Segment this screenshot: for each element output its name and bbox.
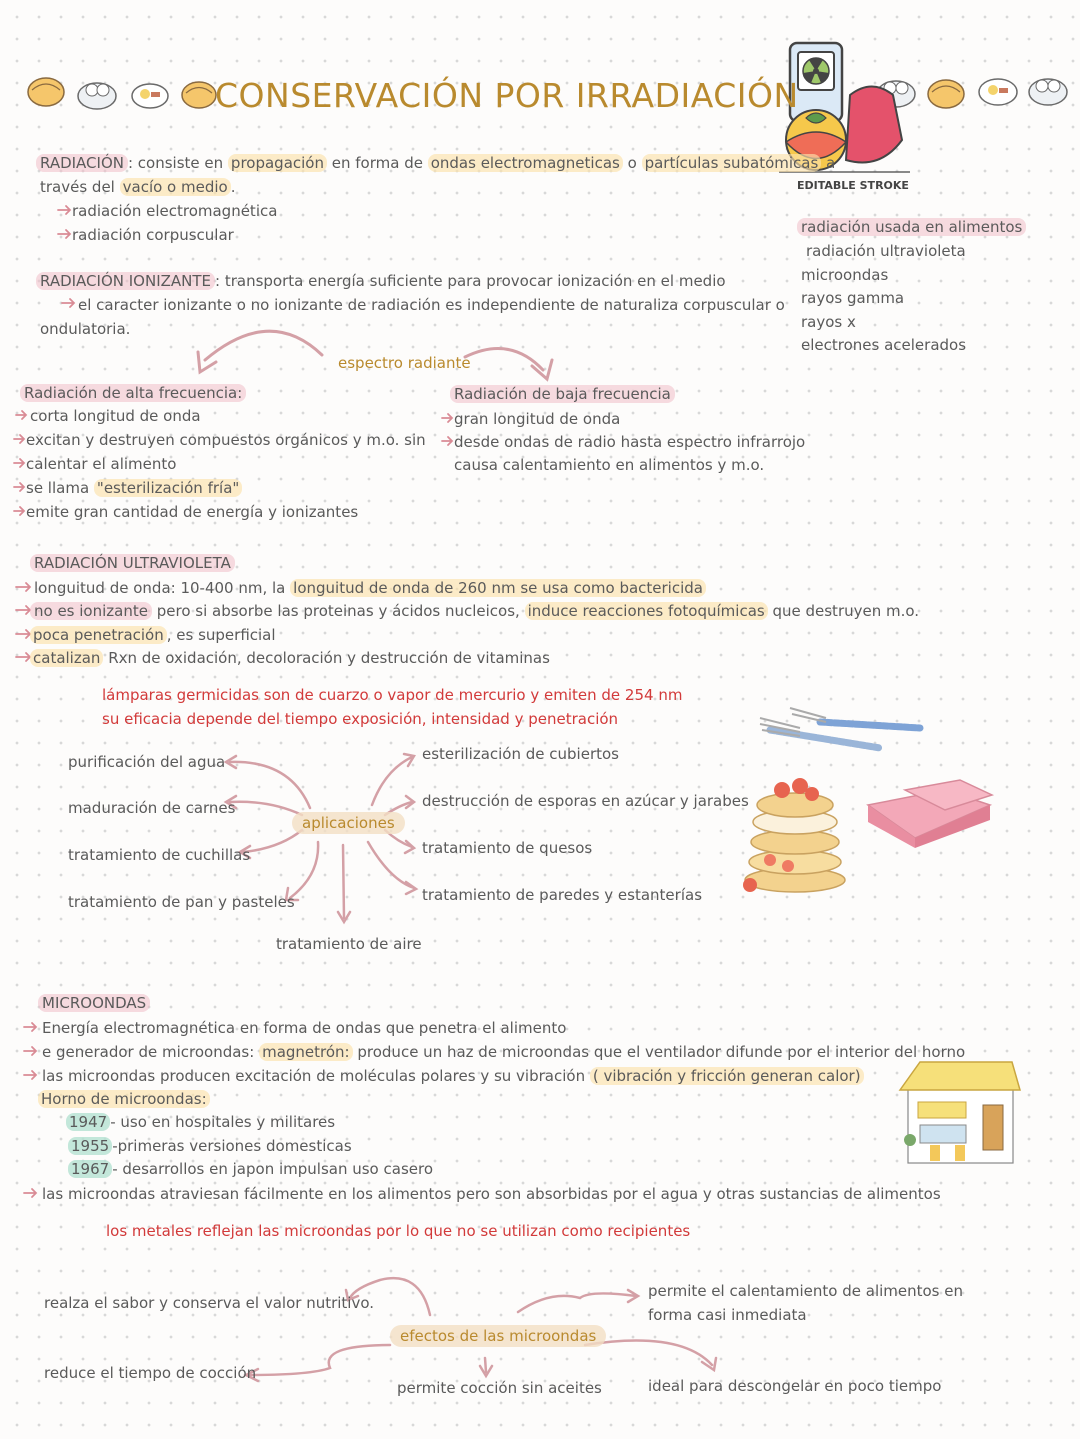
food-icons-left: [28, 78, 216, 109]
efecto-item: reduce el tiempo de cocción: [44, 1364, 257, 1382]
baja-header: Radiación de baja frecuencia: [450, 385, 675, 403]
efecto-item-line2: forma casi inmediata: [648, 1306, 807, 1324]
baja-item: causa calentamiento en alimentos y m.o.: [454, 456, 765, 474]
radiacion-item: radiación electromagnética: [72, 202, 278, 220]
radiacion-definition: RADIACIÓN : consiste en propagación en forma de ondas electromagneticas o partículas subatómicas a: [36, 154, 835, 172]
alta-item: emite gran cantidad de energía y ionizantes: [26, 503, 359, 521]
aplicaciones-center: aplicaciones: [292, 814, 405, 832]
alta-header: Radiación de alta frecuencia:: [20, 384, 246, 402]
dumpling-bowl-icon: [78, 83, 116, 109]
uv-line: longuitud de onda: 10-400 nm, la longuitud de onda de 260 nm se usa como bactericida: [34, 579, 706, 597]
uv-header: RADIACIÓN ULTRAVIOLETA: [30, 554, 235, 572]
usada-item: microondas: [801, 266, 889, 284]
horno-year-item: 1967 - desarrollos en japon impulsan uso casero: [68, 1160, 433, 1178]
aplicacion-item: destrucción de esporas en azúcar y jarabes: [422, 792, 749, 810]
ionizante-note-line2: ondulatoria.: [40, 320, 131, 338]
efectos-center: efectos de las microondas: [390, 1327, 606, 1345]
cafe-house-icon: [900, 1062, 1020, 1163]
uv-line: catalizan Rxn de oxidación, decoloración y destrucción de vitaminas: [30, 649, 550, 667]
dumpling-bowl-icon: [1029, 79, 1067, 105]
uv-line: poca penetración , es superficial: [30, 626, 276, 644]
aplicacion-item: esterilización de cubiertos: [422, 745, 619, 763]
ionizante-definition: RADIACIÓN IONIZANTE : transporta energía suficiente para provocar ionización en el medio: [36, 272, 726, 290]
microondas-line: e generador de microondas: magnetrón: produce un haz de microondas que el ventilador difunde por el interior del horno: [42, 1043, 966, 1061]
page-title: CONSERVACIÓN POR IRRADIACIÓN: [215, 76, 799, 115]
aplicacion-item: tratamiento de pan y pasteles: [68, 893, 295, 911]
aplicacion-item: tratamiento de cuchillas: [68, 846, 251, 864]
microondas-line: Energía electromagnética en forma de ondas que penetra el alimento: [42, 1019, 567, 1037]
meat-slices-icon: [868, 780, 992, 848]
microondas-line: las microondas producen excitación de moléculas polares y su vibración ( vibración y fricción generan calor): [42, 1067, 864, 1085]
baja-item: desde ondas de radio hasta espectro infrarrojo: [454, 433, 806, 451]
horno-year-item: 1947 - uso en hospitales y militares: [66, 1113, 335, 1131]
uv-line: no es ionizante pero si absorbe las proteinas y ácidos nucleicos, induce reacciones fotoquímicas que destruyen m.o.: [30, 602, 919, 620]
editable-stroke-label: EDITABLE STROKE: [797, 179, 909, 192]
usada-item: electrones acelerados: [801, 336, 967, 354]
radiacion-definition-line2: través del vacío o medio .: [40, 178, 236, 196]
usada-item: radiación ultravioleta: [806, 242, 966, 260]
baja-item: gran longitud de onda: [454, 410, 621, 428]
alta-item: calentar el alimento: [26, 455, 177, 473]
alta-item-fria: se llama "esterilización fría": [26, 479, 242, 497]
usada-item: rayos x: [801, 313, 856, 331]
usada-header: radiación usada en alimentos: [797, 218, 1026, 236]
efecto-item: permite el calentamiento de alimentos en: [648, 1282, 963, 1300]
efecto-item: realza el sabor y conserva el valor nutritivo.: [44, 1294, 375, 1312]
breakfast-plate-icon: [979, 79, 1017, 105]
uv-red-note: su eficacia depende del tiempo exposición, intensidad y penetración: [102, 710, 619, 728]
efecto-item: ideal para descongelar en poco tiempo: [648, 1377, 942, 1395]
usada-item: rayos gamma: [801, 289, 905, 307]
ionizante-note: el caracter ionizante o no ionizante de radiación es independiente de naturaliza corpuscular o: [78, 296, 785, 314]
horno-year-item: 1955 -primeras versiones domesticas: [68, 1137, 352, 1155]
food-icons-right: [877, 79, 1067, 108]
aplicacion-item: maduración de carnes: [68, 799, 236, 817]
croissant-icon: [182, 82, 216, 108]
alta-item: excitan y destruyen compuestos orgánicos y m.o. sin: [26, 431, 426, 449]
aplicacion-item: tratamiento de quesos: [422, 839, 593, 857]
breakfast-plate-icon: [132, 84, 168, 108]
microondas-red-note: los metales reflejan las microondas por lo que no se utilizan como recipientes: [106, 1222, 691, 1240]
efecto-item: permite cocción sin aceites: [397, 1379, 602, 1397]
pancake-stack-icon: [743, 778, 845, 892]
microondas-header: MICROONDAS: [38, 994, 150, 1012]
uv-red-note: lámparas germicidas son de cuarzo o vapor de mercurio y emiten de 254 nm: [102, 686, 683, 704]
espectro-label: espectro radiante: [338, 354, 471, 372]
radiacion-item: radiación corpuscular: [72, 226, 234, 244]
aplicacion-item: tratamiento de aire: [276, 935, 422, 953]
alta-item: corta longitud de onda: [30, 407, 201, 425]
forks-icon: [760, 708, 920, 748]
ionizante-label: RADIACIÓN IONIZANTE: [36, 272, 215, 290]
aplicacion-item: tratamiento de paredes y estanterías: [422, 886, 703, 904]
croissant-icon: [28, 78, 64, 106]
radiacion-label: RADIACIÓN: [36, 154, 128, 172]
aplicacion-item: purificación del agua: [68, 753, 226, 771]
horno-header: Horno de microondas:: [38, 1090, 210, 1108]
croissant-icon: [928, 80, 964, 108]
microondas-line: las microondas atraviesan fácilmente en los alimentos pero son absorbidas por el agua y otras sustancias de alimentos: [42, 1185, 941, 1203]
